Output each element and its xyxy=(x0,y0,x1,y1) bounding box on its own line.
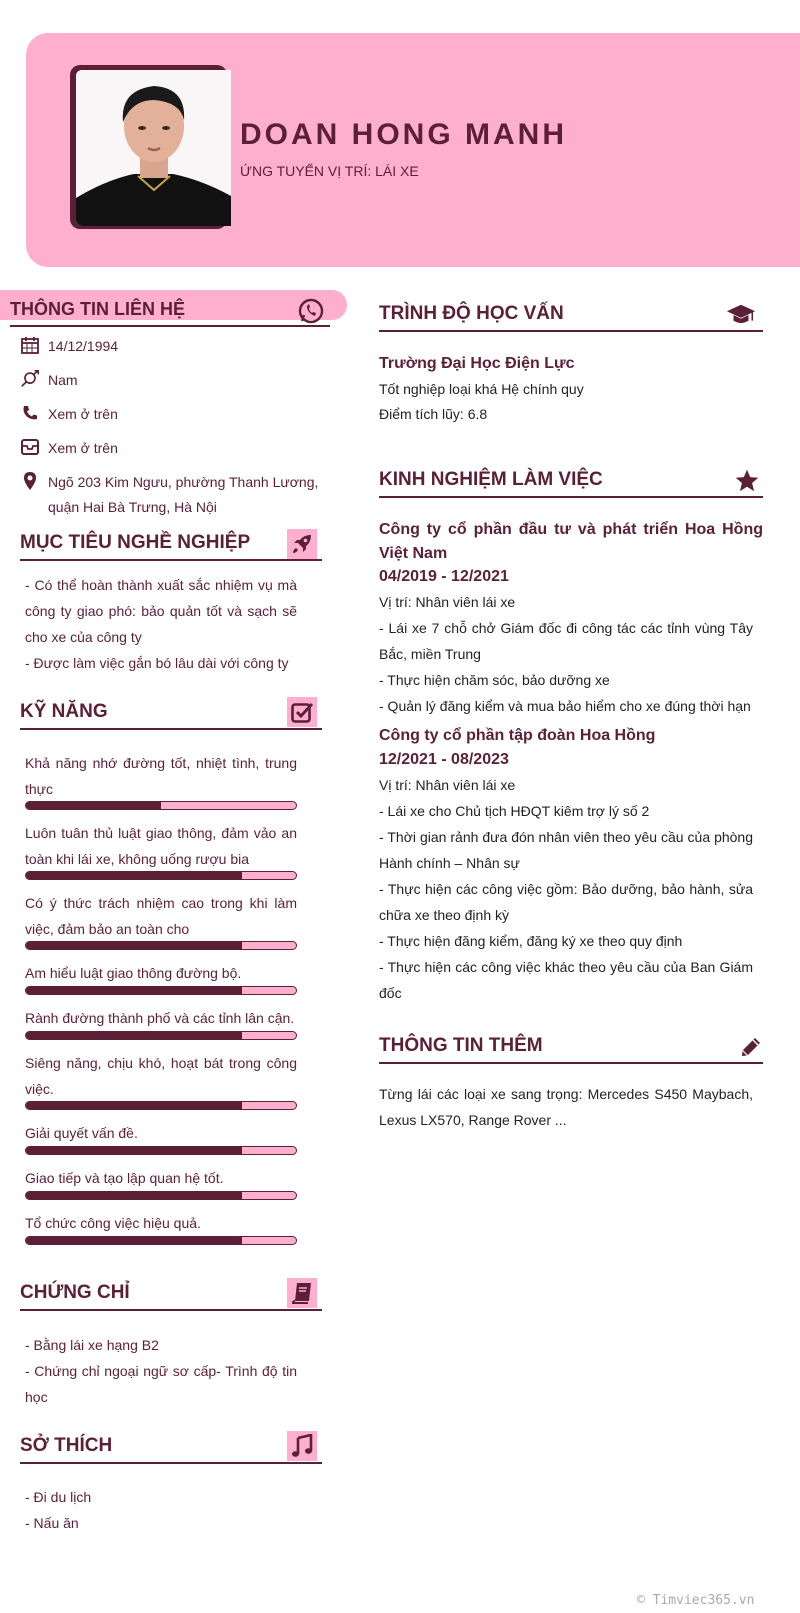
email-icon xyxy=(19,436,41,458)
job-line: - Thực hiện các công việc khác theo yêu cầu của Ban Giám đốc xyxy=(379,959,753,1001)
hobby-item: - Đi du lịch xyxy=(25,1489,92,1505)
certificate-item: - Bằng lái xe hạng B2 xyxy=(25,1337,159,1353)
skill-bar-fill xyxy=(26,872,242,879)
skill-bar xyxy=(25,1236,297,1245)
job-line: - Thực hiện đăng kiểm, đăng ký xe theo quy định xyxy=(379,933,683,949)
objective-text xyxy=(25,572,297,676)
rocket-icon xyxy=(287,529,317,559)
contact-divider xyxy=(10,325,330,327)
book-icon xyxy=(287,1278,317,1308)
skill-name: Khả năng nhớ đường tốt, nhiệt tình, trung thực xyxy=(25,755,297,797)
star-icon xyxy=(732,466,762,496)
skills-title: KỸ NĂNG xyxy=(20,701,108,722)
job-line: - Quản lý đăng kiểm và mua bảo hiểm cho xe đúng thời hạn xyxy=(379,698,751,714)
objective-divider xyxy=(20,559,322,561)
objective-line: - Được làm việc gắn bó lâu dài với công ty xyxy=(25,655,289,671)
birthday: 14/12/1994 xyxy=(48,338,119,354)
skill-bar-fill xyxy=(26,987,242,994)
skill-bar xyxy=(25,871,297,880)
skill-name: Tổ chức công việc hiệu quả. xyxy=(25,1215,201,1231)
certificates-text xyxy=(25,1332,297,1410)
applied-position: ỨNG TUYỂN VỊ TRÍ: LÁI XE xyxy=(240,163,419,179)
hobby-item: - Nấu ăn xyxy=(25,1515,79,1531)
skill-bar xyxy=(25,1031,297,1040)
job-company: Công ty cổ phần đầu tư và phát triển Hoa Hồng Việt Nam xyxy=(379,521,763,562)
extra-text: Từng lái các loại xe sang trọng: Mercedes S450 Maybach, Lexus LX570, Range Rover ... xyxy=(379,1086,753,1128)
job-details xyxy=(379,772,753,1006)
job-line: - Lái xe 7 chỗ chở Giám đốc đi công tác các tỉnh vùng Tây Bắc, miền Trung xyxy=(379,620,753,662)
checkbox-icon xyxy=(287,697,317,727)
skill-name: Giao tiếp và tạo lập quan hệ tốt. xyxy=(25,1170,224,1186)
gpa: Điểm tích lũy: 6.8 xyxy=(379,406,488,422)
phone: Xem ở trên xyxy=(48,406,118,422)
skill-bar-fill xyxy=(26,1192,242,1199)
skill-bar-fill xyxy=(26,802,161,809)
skill-bar-fill xyxy=(26,1032,242,1039)
objective-line: - Có thể hoàn thành xuất sắc nhiệm vụ mà công ty giao phó: bảo quản tốt và sạch sẽ cho xe của công ty xyxy=(25,577,297,645)
skill-bar-fill xyxy=(26,1147,242,1154)
skill-name: Siêng năng, chịu khó, hoạt bát trong công việc. xyxy=(25,1055,297,1097)
profile-photo xyxy=(76,70,231,226)
skill-bar-fill xyxy=(26,942,242,949)
job-line: - Thực hiện các công việc gồm: Bảo dưỡng, bảo hành, sửa chữa xe theo định kỳ xyxy=(379,881,753,923)
job-period: 12/2021 - 08/2023 xyxy=(379,751,509,768)
skill-bar-fill xyxy=(26,1102,242,1109)
job-period: 04/2019 - 12/2021 xyxy=(379,568,509,585)
hobbies-title: SỞ THÍCH xyxy=(20,1435,113,1456)
skill-name: Giải quyết vấn đề. xyxy=(25,1125,138,1141)
certificates-title: CHỨNG CHỈ xyxy=(20,1282,130,1303)
skill-bar xyxy=(25,941,297,950)
education-title: TRÌNH ĐỘ HỌC VẤN xyxy=(379,303,564,324)
gender-icon xyxy=(19,368,41,390)
skill-bar xyxy=(25,1146,297,1155)
hobbies-text xyxy=(25,1484,297,1536)
gender: Nam xyxy=(48,372,78,388)
school-name: Trường Đại Học Điện Lực xyxy=(379,355,575,372)
experience-divider xyxy=(379,496,763,498)
objective-title: MỤC TIÊU NGHỀ NGHIỆP xyxy=(20,532,251,553)
extra-divider xyxy=(379,1062,763,1064)
job-line: - Thực hiện chăm sóc, bảo dưỡng xe xyxy=(379,672,610,688)
certificates-divider xyxy=(20,1309,322,1311)
location-icon xyxy=(19,470,41,492)
hobbies-divider xyxy=(20,1462,322,1464)
skill-name: Am hiểu luật giao thông đường bộ. xyxy=(25,965,242,981)
degree: Tốt nghiệp loại khá Hệ chính quy xyxy=(379,381,584,397)
extra-title: THÔNG TIN THÊM xyxy=(379,1035,543,1056)
whatsapp-icon xyxy=(296,296,326,326)
job-company: Công ty cổ phần tập đoàn Hoa Hồng xyxy=(379,727,656,744)
pencil-icon xyxy=(736,1032,766,1062)
skill-bar-fill xyxy=(26,1237,242,1244)
skills-divider xyxy=(20,728,322,730)
calendar-icon xyxy=(19,334,41,356)
experience-title: KINH NGHIỆM LÀM VIỆC xyxy=(379,469,603,490)
skill-bar xyxy=(25,986,297,995)
skill-name: Có ý thức trách nhiệm cao trong khi làm việc, đảm bảo an toàn cho xyxy=(25,895,297,937)
job-line: - Lái xe cho Chủ tịch HĐQT kiêm trợ lý số 2 xyxy=(379,803,650,819)
skill-bar xyxy=(25,1191,297,1200)
job-line: - Thời gian rảnh đưa đón nhân viên theo yêu cầu của phòng Hành chính – Nhân sự xyxy=(379,829,753,871)
certificate-item: - Chứng chỉ ngoại ngữ sơ cấp- Trình độ tin học xyxy=(25,1363,297,1405)
candidate-name: DOAN HONG MANH xyxy=(240,118,567,151)
skill-name: Rành đường thành phố và các tỉnh lân cận. xyxy=(25,1010,295,1026)
address-line-1: Ngõ 203 Kim Ngưu, phường Thanh Lương, xyxy=(48,474,319,490)
contact-title: THÔNG TIN LIÊN HỆ xyxy=(10,299,185,319)
footer-watermark: © Timviec365.vn xyxy=(637,1593,755,1608)
skill-name: Luôn tuân thủ luật giao thông, đảm vảo an toàn khi lái xe, không uống rượu bia xyxy=(25,825,297,867)
job-details xyxy=(379,589,753,719)
address-line-2: quận Hai Bà Trưng, Hà Nội xyxy=(48,499,217,515)
education-divider xyxy=(379,330,763,332)
email: Xem ở trên xyxy=(48,440,118,456)
phone-icon xyxy=(19,402,41,424)
graduation-cap-icon xyxy=(726,300,756,330)
music-icon xyxy=(287,1431,317,1461)
skill-bar xyxy=(25,1101,297,1110)
job-line: Vị trí: Nhân viên lái xe xyxy=(379,594,516,610)
skill-bar xyxy=(25,801,297,810)
job-line: Vị trí: Nhân viên lái xe xyxy=(379,777,516,793)
